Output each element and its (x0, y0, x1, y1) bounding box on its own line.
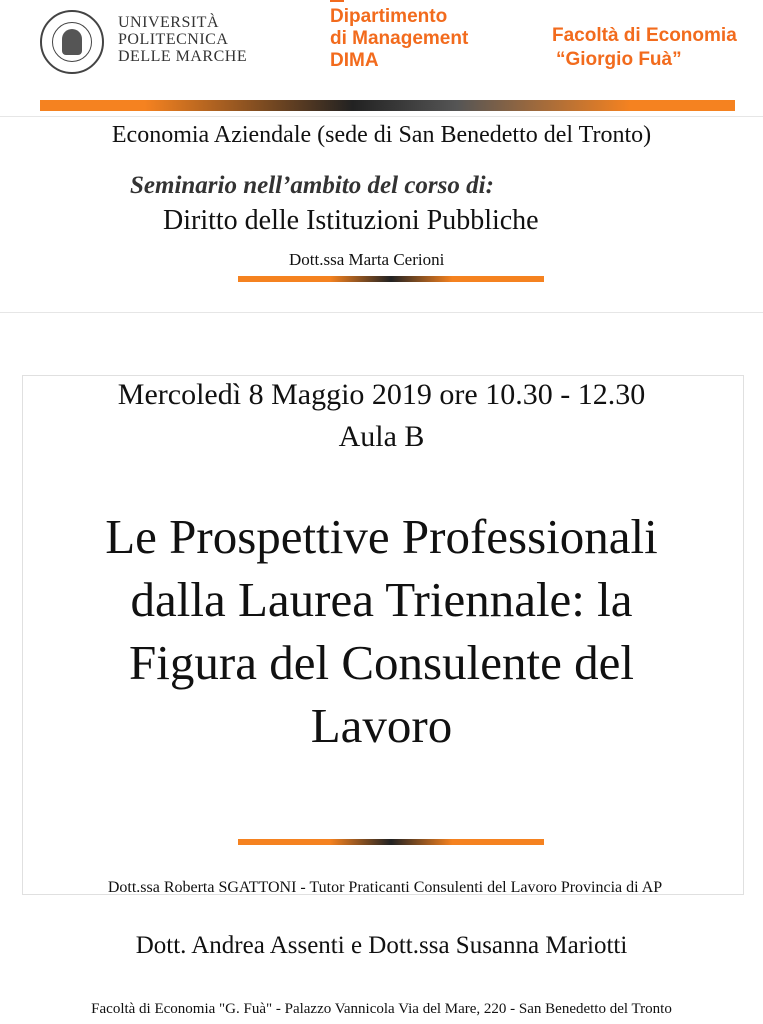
event-date-time: Mercoledì 8 Maggio 2019 ore 10.30 - 12.30 (117, 378, 646, 411)
seal-figure-icon (62, 29, 82, 55)
department-logo (330, 0, 468, 72)
event-title-line-1: Le Prospettive Professionali (105, 509, 658, 564)
event-room: Aula B (338, 420, 425, 453)
faculty-line-2: “Giorgio Fuà” (556, 49, 682, 70)
university-seal (40, 10, 104, 74)
department-line-3: DIMA (330, 50, 379, 71)
university-name (118, 14, 247, 65)
tutor-speaker: Dott.ssa Roberta SGATTONI - Tutor Praticanti Consulenti del Lavoro Provincia di AP (107, 879, 663, 896)
footer-address: Facoltà di Economia "G. Fuà" - Palazzo Vannicola Via del Mare, 220 - San Benedetto del Tronto (91, 1001, 672, 1017)
section-divider (0, 312, 763, 313)
header-divider (0, 116, 763, 117)
course-name: Diritto delle Istituzioni Pubbliche (163, 205, 539, 236)
event-title (0, 505, 763, 757)
program-name: Economia Aziendale (sede di San Benedetto del Tronto) (111, 122, 652, 148)
university-line-3: DELLE MARCHE (118, 48, 248, 65)
department-line-2: di Management (330, 28, 469, 49)
university-line-2: POLITECNICA (118, 31, 229, 48)
event-title-line-2: dalla Laurea Triennale: la (130, 572, 633, 627)
seminar-label: Seminario nell’ambito del corso di: (130, 172, 494, 199)
faculty-line-1: Facoltà di Economia (552, 25, 737, 46)
event-title-line-3: Figura del Consulente del (129, 635, 634, 690)
title-underline-bar (238, 839, 544, 845)
header-gradient-bar (40, 100, 735, 111)
department-dash (330, 0, 344, 2)
teacher-name: Dott.ssa Marta Cerioni (289, 250, 445, 269)
faculty-name (552, 24, 737, 72)
department-line-1: Dipartimento (330, 6, 448, 27)
event-title-line-4: Lavoro (310, 698, 453, 753)
course-underline-bar (238, 276, 544, 282)
university-line-1: UNIVERSITÀ (118, 14, 219, 31)
main-speakers: Dott. Andrea Assenti e Dott.ssa Susanna Mariotti (135, 932, 628, 959)
